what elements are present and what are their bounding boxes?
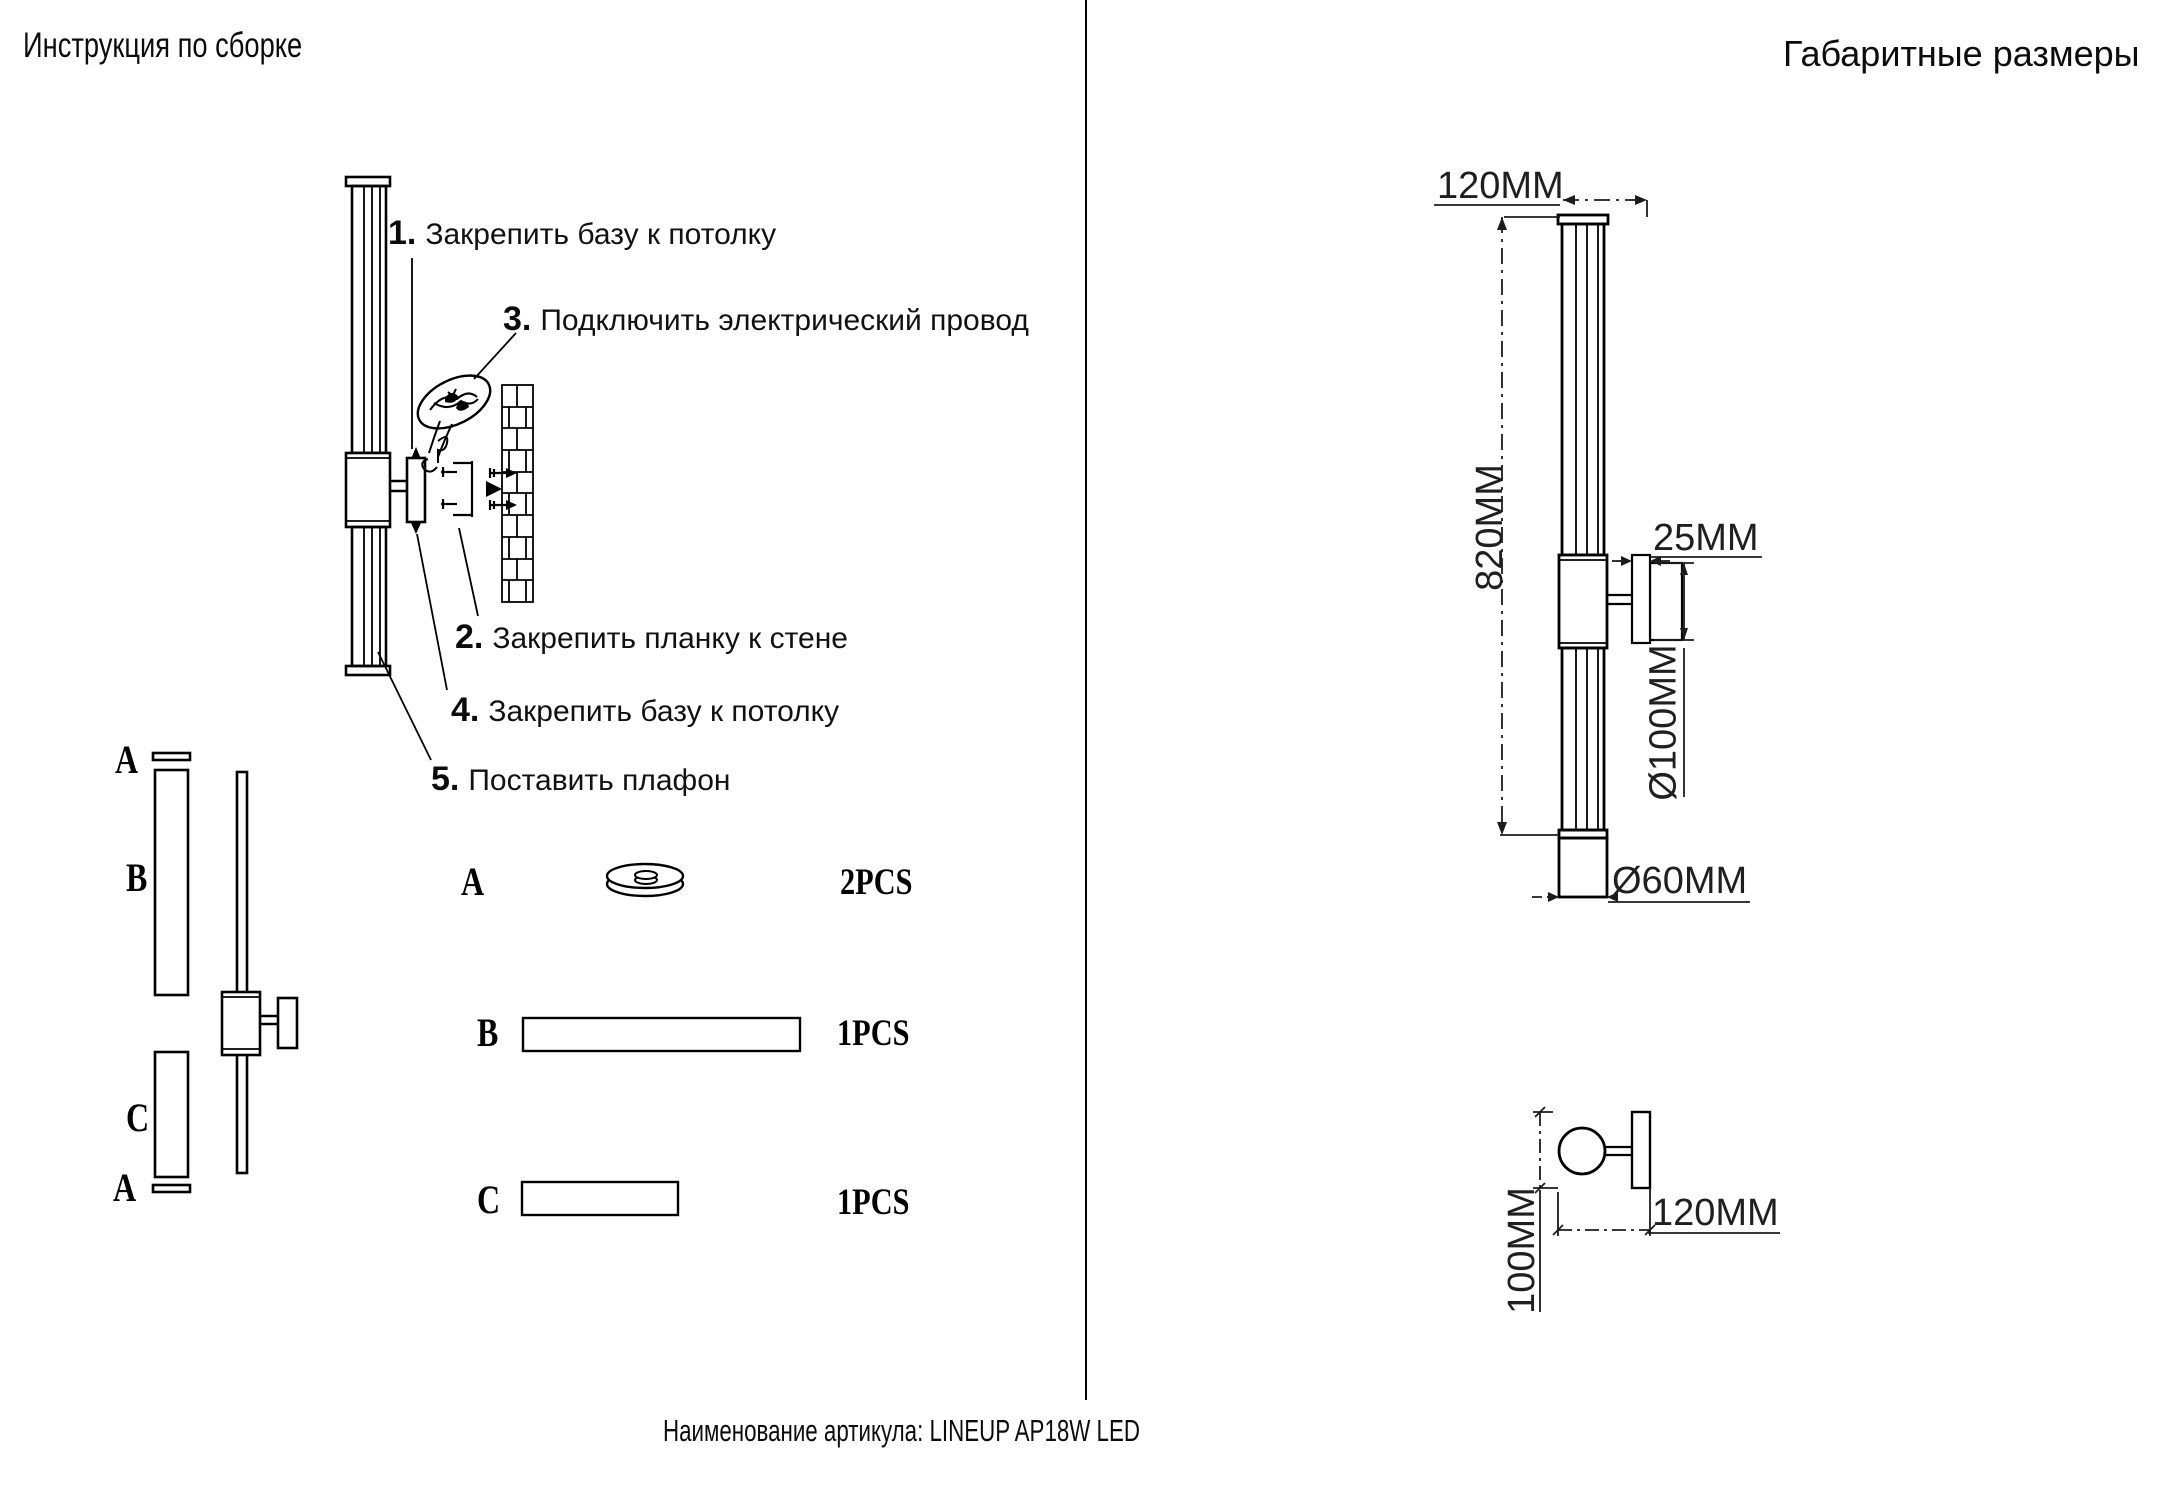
brick-wall (502, 385, 533, 602)
step-4-text: Закрепить базу к потолку (488, 695, 840, 728)
dim-height: 820MM (1468, 463, 1511, 591)
step-1 (388, 214, 776, 253)
dim-bracket-depth: 25MM (1653, 517, 1759, 559)
canopy-wires-detail (409, 365, 498, 472)
right-section-title: Габаритные размеры (1783, 33, 2140, 74)
part-row-a-qty: 2PCS (840, 862, 913, 903)
step-1-text: Закрепить базу к потолку (425, 218, 777, 251)
step-2-number: 2. (455, 618, 484, 656)
exploded-label-a-bottom: A (113, 1165, 137, 1210)
part-row-a-label: A (461, 859, 485, 904)
article-caption: Наименование артикула: LINEUP AP18W LED (663, 1413, 1140, 1448)
step-3 (503, 300, 1029, 339)
part-b-bar (523, 1018, 800, 1051)
leader-lines (378, 258, 516, 760)
step-1-number: 1. (388, 214, 417, 252)
part-row-b-label: B (477, 1010, 499, 1055)
part-row-c-label: C (477, 1177, 501, 1222)
exploded-label-b: B (126, 855, 148, 900)
step-2 (455, 618, 848, 657)
step-3-number: 3. (503, 300, 532, 338)
exploded-view (153, 753, 297, 1192)
part-a-ring (607, 864, 683, 896)
step-4-number: 4. (451, 691, 480, 729)
dim-side-width: 120MM (1652, 1192, 1779, 1234)
step-4 (451, 691, 839, 730)
step-2-text: Закрепить планку к стене (492, 622, 848, 655)
dim-side-height: 100MM (1500, 1186, 1543, 1314)
step-5-number: 5. (431, 760, 460, 798)
wall-plate-detail (441, 461, 472, 517)
top-view-lamp (1559, 1112, 1650, 1188)
step-5-text: Поставить плафон (468, 764, 731, 797)
step-5 (431, 760, 730, 799)
dim-tube-diameter: Ø60MM (1612, 860, 1748, 902)
exploded-label-c: C (126, 1095, 150, 1140)
dim-bracket-diameter: Ø100MM (1642, 643, 1685, 801)
dim-top-width: 120MM (1437, 165, 1564, 207)
part-row-b-qty: 1PCS (837, 1013, 910, 1054)
part-c-bar (522, 1182, 678, 1215)
part-row-c-qty: 1PCS (837, 1182, 910, 1223)
exploded-label-a-top: A (115, 737, 139, 782)
left-section-title: Инструкция по сборке (23, 26, 303, 65)
step-3-text: Подключить электрический провод (540, 304, 1029, 337)
